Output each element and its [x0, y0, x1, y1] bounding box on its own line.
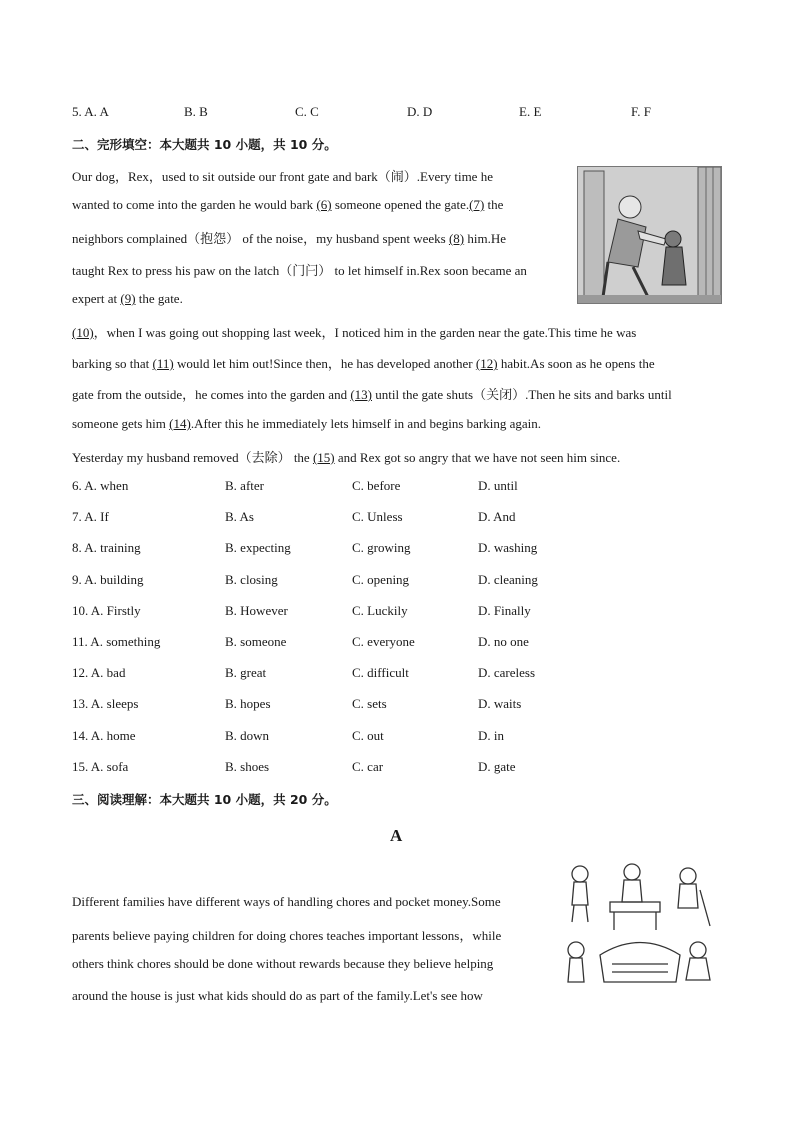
cloze-line — [72, 260, 527, 279]
option-b: B. after — [225, 478, 264, 493]
cloze-text: Our dog，Rex，used to sit outside our front gate and bark（闹）.Every time he — [72, 169, 493, 184]
option-d: D. waits — [478, 696, 522, 712]
cloze-text: expert at — [72, 291, 121, 306]
option-b: B. As — [225, 509, 254, 525]
cloze-text: barking so that — [72, 356, 153, 371]
cloze-blank: (15) — [312, 450, 335, 465]
cloze-blank: (9) — [120, 291, 136, 306]
cloze-blank: (7) — [469, 197, 485, 212]
cloze-text: habit.As soon as he opens the — [497, 356, 655, 371]
passage-a-line: around the house is just what kids should do as part of the family.Let's see how — [72, 988, 483, 1003]
cloze-line — [72, 228, 506, 247]
option-d: D. And — [478, 509, 516, 525]
cloze-line — [72, 166, 493, 185]
question-row — [72, 665, 632, 683]
option-b: B. someone — [225, 634, 287, 649]
option-c: C. difficult — [352, 665, 409, 681]
section2-title: 二、完形填空：本大题共 10 小题，共 10 分。 — [72, 137, 337, 152]
option-c: C. everyone — [352, 634, 415, 649]
option-a: 11. A. something — [72, 634, 161, 649]
dog-gate-illustration — [577, 166, 722, 304]
option-b: B. closing — [225, 571, 278, 587]
q5-option-e: E. E — [519, 104, 542, 119]
cloze-text: gate from the outside，he comes into the garden and — [72, 387, 351, 402]
cloze-text: the — [484, 197, 504, 212]
cloze-blank: (11) — [152, 356, 174, 371]
option-b: B. hopes — [225, 696, 271, 712]
chores-illustration — [560, 860, 720, 995]
cloze-line — [72, 353, 655, 372]
cloze-text: .After this he immediately lets himself in and begins barking again. — [190, 416, 542, 431]
option-d: D. in — [478, 727, 504, 743]
q5-option-b: B. B — [184, 104, 208, 119]
cloze-text: and Rex got so angry that we have not seen him since. — [334, 450, 621, 465]
option-d: D. gate — [478, 758, 516, 774]
cloze-blank: (8) — [448, 231, 465, 246]
cloze-blank: (14) — [169, 416, 191, 431]
option-d: D. no one — [478, 634, 529, 649]
cloze-text: him.He — [464, 231, 506, 246]
cloze-blank: (12) — [475, 356, 498, 371]
option-b: B. However — [225, 602, 288, 618]
option-d: D. washing — [478, 540, 538, 556]
section3-title: 三、阅读理解：本大题共 10 小题，共 20 分。 — [72, 792, 337, 807]
cloze-text: neighbors complained（抱怨） of the noise，my husband spent weeks — [72, 231, 449, 246]
cloze-line — [72, 384, 672, 403]
question-row — [72, 696, 632, 714]
cloze-text: someone opened the gate. — [331, 197, 470, 212]
question-row — [72, 509, 632, 527]
cloze-text: Yesterday my husband removed（去除） the — [72, 450, 313, 465]
option-a: 6. A. when — [72, 478, 129, 493]
cloze-text: would let him out!Since then，he has developed another — [173, 356, 476, 371]
cloze-text: until the gate shuts（关闭）.Then he sits and barks until — [372, 387, 672, 402]
cloze-text: ，when I was going out shopping last week，I noticed him in the garden near the gate.This time he was — [93, 325, 637, 340]
cloze-line — [72, 416, 541, 432]
option-a: 7. A. If — [72, 509, 109, 525]
option-d: D. Finally — [478, 602, 531, 618]
cloze-line — [72, 322, 636, 341]
question-row — [72, 572, 632, 590]
option-a: 12. A. bad — [72, 665, 126, 681]
option-d: D. until — [478, 478, 518, 493]
question-row — [72, 759, 632, 777]
option-b: B. down — [225, 727, 270, 743]
cloze-line — [72, 291, 183, 307]
question-row — [72, 540, 632, 558]
cloze-blank: (13) — [350, 387, 373, 402]
q5-option-f: F. F — [631, 104, 651, 119]
option-d: D. careless — [478, 665, 536, 681]
q5-option-c: C. C — [295, 104, 319, 119]
option-a: 13. A. sleeps — [72, 696, 139, 712]
q5-options-row — [72, 104, 672, 122]
question-row — [72, 634, 632, 652]
option-b: B. expecting — [225, 540, 291, 556]
option-c: C. opening — [352, 571, 410, 587]
option-c: C. car — [352, 758, 384, 774]
option-c: C. before — [352, 478, 401, 493]
cloze-blank: (6) — [316, 197, 332, 212]
question-row — [72, 478, 632, 496]
cloze-blank: (10) — [72, 325, 94, 340]
cloze-line — [72, 197, 503, 213]
option-a: 14. A. home — [72, 727, 136, 743]
cloze-text: taught Rex to press his paw on the latch（门闩） to let himself in.Rex soon became an — [72, 263, 527, 278]
q5-option-d: D. D — [407, 104, 433, 119]
option-c: C. Luckily — [352, 602, 408, 618]
cloze-text: someone gets him — [72, 416, 170, 431]
passage-a-line: Different families have different ways of handling chores and pocket money.Some — [72, 894, 501, 909]
option-c: C. growing — [352, 540, 411, 556]
cloze-text: wanted to come into the garden he would bark — [72, 197, 317, 212]
option-b: B. shoes — [225, 758, 270, 774]
question-row — [72, 603, 632, 621]
option-a: 8. A. training — [72, 540, 141, 556]
option-a: 10. A. Firstly — [72, 602, 141, 618]
passage-a-line: others think chores should be done without rewards because they believe helping — [72, 956, 494, 971]
passage-a-line: parents believe paying children for doing chores teaches important lessons，while — [72, 928, 502, 943]
option-b: B. great — [225, 665, 267, 681]
option-a: 15. A. sofa — [72, 758, 129, 774]
option-d: D. cleaning — [478, 571, 538, 587]
option-c: C. out — [352, 727, 384, 743]
q5-option-a: 5. A. A — [72, 104, 109, 119]
cloze-text: the gate. — [135, 291, 183, 306]
cloze-line — [72, 447, 620, 466]
question-row — [72, 728, 632, 746]
option-c: C. Unless — [352, 509, 403, 525]
option-c: C. sets — [352, 696, 387, 712]
passage-a-heading: A — [390, 826, 403, 845]
option-a: 9. A. building — [72, 571, 144, 587]
